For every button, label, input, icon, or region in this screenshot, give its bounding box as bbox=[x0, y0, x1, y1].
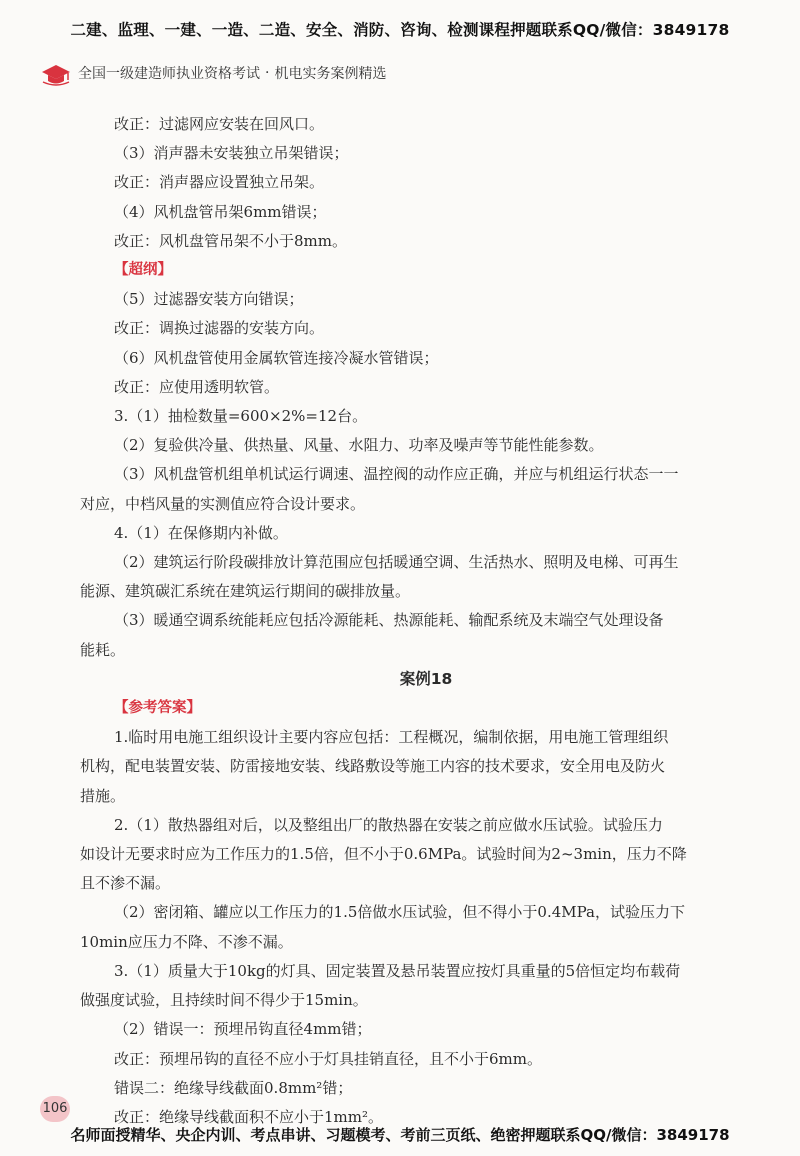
text-line-continuation: 能源、建筑碳汇系统在建筑运行期间的碳排放量。 bbox=[80, 582, 411, 601]
text-line: 改正：过滤网应安装在回风口。 bbox=[114, 115, 325, 133]
top-banner: 二建、监理、一建、一造、二造、安全、消防、咨询、检测课程押题联系QQ/微信：3849178 bbox=[70, 21, 730, 39]
text-line: （4）风机盘管吊架6mm错误； bbox=[114, 202, 327, 221]
case-title: 案例18 bbox=[399, 669, 453, 688]
text-line: 4.（1）在保修期内补做。 bbox=[114, 523, 288, 542]
text-line: 改正：消声器应设置独立吊架。 bbox=[114, 173, 325, 192]
header-dot: · bbox=[265, 65, 270, 81]
page-header bbox=[40, 58, 800, 88]
text-line-continuation: 对应，中档风量的实测值应符合设计要求。 bbox=[80, 494, 366, 513]
page-number: 106 bbox=[40, 1096, 70, 1122]
text-line-continuation: 做强度试验，且持续时间不得少于15min。 bbox=[80, 991, 368, 1010]
text-line: 改正：调换过滤器的安装方向。 bbox=[114, 319, 325, 338]
header-title: 全国一级建造师执业资格考试 bbox=[78, 66, 260, 82]
text-line: （2）密闭箱、罐应以工作压力的1.5倍做水压试验，但不得小于0.4MPa，试验压力下 bbox=[114, 903, 685, 922]
text-line: 2.（1）散热器组对后，以及整组出厂的散热器在安装之前应做水压试验。试验压力 bbox=[114, 815, 663, 834]
text-line: 改正：应使用透明软管。 bbox=[114, 377, 280, 396]
section-tag: 【超纲】 bbox=[114, 262, 172, 279]
text-line: 1.临时用电施工组织设计主要内容应包括：工程概况，编制依据，用电施工管理组织 bbox=[114, 728, 669, 747]
header-subtitle: 机电实务案例精选 bbox=[274, 66, 387, 82]
text-line: （3）消声器未安装独立吊架错误； bbox=[114, 144, 349, 163]
text-line-continuation: 机构，配电装置安装、防雷接地安装、线路敷设等施工内容的技术要求，安全用电及防火 bbox=[80, 757, 666, 776]
text-line: 3.（1）抽检数量=600×2%=12台。 bbox=[114, 407, 368, 426]
text-line: 错误二：绝缘导线截面0.8mm²错； bbox=[114, 1078, 353, 1097]
text-line: （2）复验供冷量、供热量、风量、水阻力、功率及噪声等节能性能参数。 bbox=[114, 436, 604, 455]
text-line: 改正：绝缘导线截面积不应小于1mm²。 bbox=[114, 1107, 384, 1126]
text-line: （6）风机盘管使用金属软管连接冷凝水管错误； bbox=[114, 348, 439, 367]
text-line-continuation: 措施。 bbox=[80, 786, 126, 805]
text-line: （2）建筑运行阶段碳排放计算范围应包括暖通空调、生活热水、照明及电梯、可再生 bbox=[114, 553, 679, 572]
text-line-continuation: 且不渗不漏。 bbox=[80, 874, 171, 893]
text-line: （5）过滤器安装方向错误； bbox=[114, 290, 304, 309]
text-line-continuation: 10min应压力不降、不渗不漏。 bbox=[80, 932, 293, 951]
bottom-banner: 名师面授精华、央企内训、考点串讲、习题模考、考前三页纸、绝密押题联系QQ/微信：3849178 bbox=[70, 1126, 730, 1144]
text-line: 改正：预埋吊钩的直径不应小于灯具挂销直径，且不小于6mm。 bbox=[114, 1049, 542, 1068]
section-tag: 【参考答案】 bbox=[114, 700, 201, 717]
text-line-continuation: 能耗。 bbox=[80, 640, 126, 659]
text-line: （3）暖通空调系统能耗应包括冷源能耗、热源能耗、输配系统及末端空气处理设备 bbox=[114, 611, 664, 630]
text-line: （3）风机盘管机组单机试运行调速、温控阀的动作应正确，并应与机组运行状态一一 bbox=[114, 465, 679, 484]
text-line: 改正：风机盘管吊架不小于8mm。 bbox=[114, 231, 347, 250]
text-line-continuation: 如设计无要求时应为工作压力的1.5倍，但不小于0.6MPa。试验时间为2~3min，压力不降 bbox=[80, 845, 687, 864]
page-content bbox=[80, 110, 738, 1132]
text-line: 3.（1）质量大于10kg的灯具、固定装置及悬吊装置应按灯具重量的5倍恒定均布载荷 bbox=[114, 961, 681, 980]
text-line: （2）错误一：预埋吊钩直径4mm错； bbox=[114, 1020, 372, 1039]
graduation-cap-book-icon bbox=[40, 58, 72, 88]
